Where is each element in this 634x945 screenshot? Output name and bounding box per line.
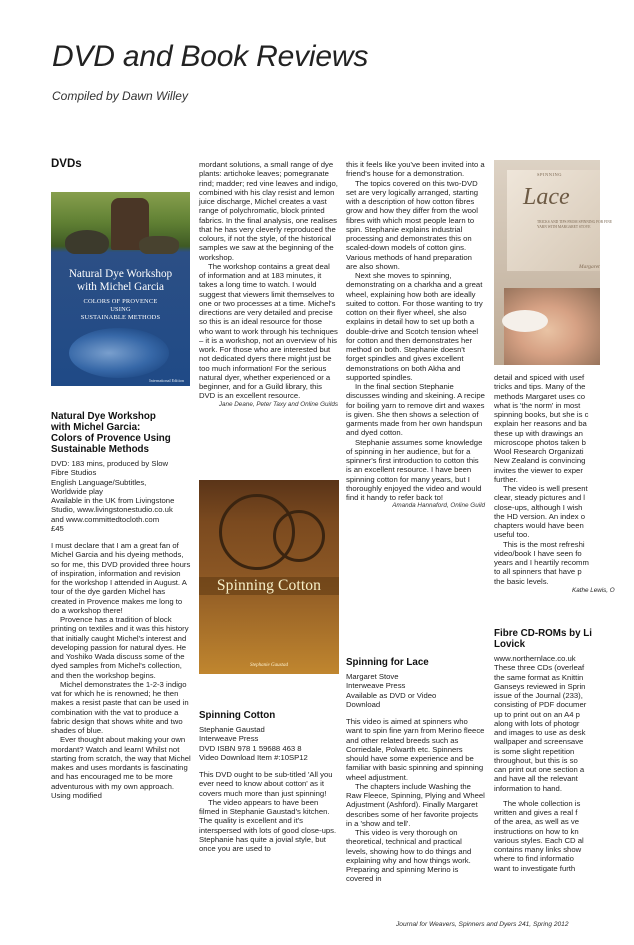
review-title-line: Colors of Provence Using (51, 433, 171, 444)
meta-line: Interweave Press (199, 734, 259, 744)
page-footer: Journal for Weavers, Spinners and Dyers 241, Spring 2012 (396, 921, 569, 928)
review-paragraph: Ever thought about making your own mordant? Watch and learn! Whilst not starting from scratch, the way that Michel makes and uses mordants is fascinating and has encouraged me to be more adventurous with my own approach. Using modified (51, 735, 191, 800)
review-meta (199, 725, 339, 762)
meta-line: Margaret Stove (346, 672, 399, 681)
text-line: years and I heartily recomm (494, 558, 589, 567)
dye-cover-subtitle-line: SUSTAINABLE METHODS (80, 314, 161, 321)
meta-line: Stephanie Gaustad (199, 725, 265, 734)
text-line: video/book I have seen fo (494, 548, 582, 558)
review-paragraph: The video appears to have been filmed in Stephanie Gaustad's kitchen. The quality is excellent and it's interspersed with lots of good close-ups. Stephanie has quite a jovial style, but once you are used to (199, 797, 337, 853)
text-line: methods Margaret uses co (494, 391, 586, 401)
text-line: issue of the Journal (233), (494, 691, 583, 700)
review-paragraph: In the final section Stephanie discusses winding and skeining. A recipe for boiling yarn to remove dirt and waxes is given. She then shows a selection of garments made from her own handspun and dyed cotton. (346, 382, 485, 438)
text-line: the same format as Knittin (494, 672, 584, 682)
text-line: tricks and tips. Many of the (494, 382, 586, 392)
lace-cover-brand: SPINNING (537, 172, 563, 177)
text-line: of the area, as well as ve (494, 817, 580, 827)
review-title (494, 628, 634, 650)
review-paragraph: I must declare that I am a great fan of Michel Garcia and his dyeing methods, so for me, this DVD provided three hours of inspiration, information and revision for the workshop I attended in August. A tour of the dye garden Michel has created in Provence makes me long to do a workshop there! (51, 541, 191, 615)
spinning-lace-dvd-cover (494, 160, 613, 365)
review-paragraph: mordant solutions, a small range of dye plants: artichoke leaves; pomegranate rind; madder; red vine leaves and indigo, combined with his clay resist and lemon juice discharge, Michel creates a vast range of polychromatic, block printed fabrics. In the final analysis, one realises that he has very cleverly reproduced the colours, if not the style, of the historical samples we saw at the beginning of the workshop. (199, 160, 338, 262)
lace-cover-signature: Margaret (579, 264, 600, 270)
text-line: detail and spiced with usef (494, 373, 585, 382)
review-paragraph (494, 373, 634, 484)
text-line: the HD version. An index o (494, 511, 586, 521)
cover-photo-dye-pot (65, 230, 109, 254)
review-title-line: Sustainable Methods (51, 444, 149, 455)
review-title-line: Natural Dye Workshop (51, 411, 156, 422)
meta-line: Available as DVD or Video (346, 690, 437, 700)
text-line: This is the most refreshi (503, 539, 585, 549)
review-credit: Jane Deane, Peter Taxy and Online Guilds (218, 400, 338, 408)
review-title: Spinning Cotton (199, 710, 276, 721)
dye-cover-title-line: Natural Dye Workshop (68, 268, 173, 280)
text-line: invites the viewer to exper (494, 465, 583, 475)
cover-wheel-graphic (273, 510, 325, 562)
cover-photo-dye-pot (139, 236, 179, 254)
review-title-line: Fibre CD-ROMs by Li (494, 628, 592, 639)
text-line: useful too. (494, 530, 530, 540)
review-paragraph (494, 799, 634, 873)
text-line: further. (494, 474, 518, 484)
meta-line: DVD ISBN 978 1 59688 463 8 (199, 743, 302, 753)
text-line: is some slight repetition (494, 746, 575, 756)
byline: Compiled by Dawn Willey (52, 89, 188, 103)
text-line: and images to use as desk (494, 728, 586, 737)
review-title (51, 411, 191, 455)
text-line: chapters would have been (494, 521, 584, 530)
meta-line: and www.committedtocloth.com (51, 514, 160, 524)
meta-line: Video Download Item #:10SP12 (199, 752, 308, 762)
review-title-line: with Michel Garcia: (51, 422, 141, 433)
review-paragraph (494, 540, 634, 586)
dye-cover-edition: International Edition (149, 378, 184, 383)
text-line: what is 'the norm' in most (494, 400, 581, 410)
dye-cover-title (51, 268, 190, 294)
dye-workshop-dvd-cover (51, 192, 190, 386)
review-paragraph (494, 484, 634, 540)
text-line: and have all the relevant (494, 774, 578, 784)
text-line: the basic levels. (494, 576, 549, 586)
review-paragraph: Provence has a tradition of block printing on textiles and it was this history that initially caught Michel's interest and developing passion for natural dyes. He and Yoshiko Wada discuss some of the dyed samples from Michel's collection, and then the workshop begins. (51, 615, 189, 680)
spin-cover-author: Stephanie Gaustad (250, 663, 288, 668)
lace-cover-panel (507, 170, 613, 271)
text-line: Ganseys reviewed in Sprin (494, 681, 586, 691)
column-4 (494, 373, 634, 595)
review-paragraph: The workshop contains a great deal of information and at 183 minutes, it takes a long time to watch. I would suggest that viewers limit themselves to one or two processes at a time. Michel's directions are very detailed and precise so this is an ideal resource for those who want to work through his techniques – it is a workshop, not an overview of his work. For those who are interested but not dedicated dyers there might just be too much information! For the serious natural dyer, whether experienced or a beginner, and for a Guild library, this DVD is an excellent resource. (199, 261, 338, 401)
text-line: to all spinners that have p (494, 567, 582, 577)
review-meta (51, 459, 191, 533)
cover-photo-fibre (502, 310, 548, 332)
text-line: up to print out on an A4 p (494, 709, 580, 719)
text-line: spinning books, but she is c (494, 410, 589, 419)
text-line: throughout, but this is so (494, 755, 578, 765)
dye-cover-subtitle (51, 298, 190, 322)
meta-line: Studio, www.livingstonestudio.co.uk (51, 505, 173, 515)
text-line: The video is well present (503, 484, 588, 493)
dye-cover-title-line: with Michel Garcia (77, 281, 164, 293)
text-line: instructions on how to kn (494, 826, 579, 836)
meta-line: Download (346, 699, 381, 709)
text-line: close-ups, although I wish (494, 502, 583, 512)
review-paragraph: Stephanie assumes some knowledge of spinning in her audience, but for a spinner's first introduction to cotton this is an excellent resource. I have been spinning cotton for many years, but I thoroughly enjoyed the video and would find it handy to refer back to! (346, 437, 483, 502)
review-paragraph: Michel demonstrates the 1-2-3 indigo vat for which he is renowned; he then makes a resist paste that can be used in combination with the vat to produce a fabric design that shows white and two shades of blue. (51, 679, 189, 735)
text-line: wallpaper and screensave (494, 737, 584, 747)
dye-cover-subtitle-line: COLORS OF PROVENCE (83, 298, 158, 305)
text-line: these up with drawings an (494, 428, 583, 438)
review-paragraph: The chapters include Washing the Raw Fleece, Spinning, Plying and Wheel Adjustment (Ashford). Finally Margaret describes some of her favorite projects in a 'show and tell'. (346, 781, 485, 828)
review-fibre-cdroms (494, 628, 634, 873)
text-line: where to find informatio (494, 854, 574, 864)
meta-line: Worldwide play (51, 486, 103, 496)
page-title: DVD and Book Reviews (52, 40, 369, 73)
column-2 (199, 160, 338, 409)
text-line: along with lots of photogr (494, 718, 580, 728)
review-paragraph: This DVD ought to be sub-titled 'All you ever need to know about cotton' as it covers much more than just spinning! (199, 770, 333, 798)
text-line: want to investigate furth (494, 863, 576, 873)
review-paragraph: This video is very thorough on theoretical, technical and practical levels, showing how to do things and explaining why and how things work. Preparing and spinning Merino is covered in (346, 828, 472, 884)
review-title-line: Lovick (494, 639, 526, 650)
review-title: Spinning for Lace (346, 657, 429, 668)
column-3 (346, 160, 485, 510)
spinning-cotton-dvd-cover (199, 480, 339, 674)
meta-line: £45 (51, 523, 64, 533)
text-line: information to hand. (494, 783, 562, 793)
review-spinning-for-lace (346, 657, 485, 884)
text-line: www.northernlace.co.uk (494, 654, 576, 663)
text-line: explain her reasons and ba (494, 419, 587, 429)
review-credit: Amanda Hannaford, Online Guild (392, 502, 485, 510)
review-meta (346, 672, 485, 709)
review-natural-dye (51, 411, 191, 800)
meta-line: Interweave Press (346, 681, 406, 691)
meta-line: Fibre Studios (51, 468, 97, 478)
text-line: microscope photos taken b (494, 437, 586, 447)
review-paragraph: This video is aimed at spinners who want to spin fine yarn from Merino fleece and other related breeds such as Corriedale, Polwarth etc. Spinners should have some experience and be familiar with basic spinning and spinning wheel adjustment. (346, 717, 485, 782)
column-1 (51, 160, 190, 169)
text-line: Wool Research Organizati (494, 447, 584, 456)
cover-swirl-graphic (69, 328, 169, 378)
text-line: The whole collection is (503, 798, 581, 808)
meta-line: DVD: 183 mins, produced by Slow (51, 459, 169, 468)
lace-cover-title: Lace (523, 184, 570, 210)
text-line: These three CDs (overleaf (494, 663, 585, 673)
text-line: written and gives a real f (494, 808, 578, 817)
dye-cover-subtitle-line: USING (110, 306, 131, 313)
review-credit: Kathe Lewis, O (572, 586, 615, 594)
text-line: various styles. Each CD al (494, 835, 584, 845)
text-line: consisting of PDF documer (494, 700, 587, 710)
text-line: clear, steady pictures and l (494, 493, 586, 503)
meta-line: English Language/Subtitles, (51, 477, 147, 487)
review-paragraph (494, 654, 634, 793)
review-paragraph: The topics covered on this two-DVD set are very logically arranged, starting with a description of how cotton fibres grow and how they differ from the wool fibres with which most people learn to spin. Stephanie explains industrial processing and demonstrates this on scaled-down models of cotton gins. Various methods of hand preparation are also shown. (346, 178, 479, 271)
text-line: contains many links show (494, 845, 582, 854)
review-paragraph: Next she moves to spinning, demonstrating on a charkha and a great wheel, explaining how both are ideally suited to cotton. For those wanting to try cotton on their flyer wheel, she also explains in detail how to set up both a double-drive and Scotch tension wheel for cotton and then demonstrates her method on both. Stephanie doesn't forget spindles and gives excellent demonstrations on both Akha and supported spindles. (346, 271, 483, 382)
text-line: can print out one section a (494, 765, 585, 774)
review-paragraph: this it feels like you've been invited into a friend's house for a demonstration. (346, 160, 485, 179)
spin-cover-title: Spinning Cotton (199, 577, 339, 595)
review-spinning-cotton (199, 710, 339, 853)
lace-cover-tagline: TRICKS AND TIPS FROM SPINNING FOR FINE YARN WITH MARGARET STOVE (537, 220, 613, 229)
text-line: New Zealand is convincing (494, 456, 586, 466)
meta-line: Available in the UK from Livingstone (51, 496, 175, 505)
section-heading-dvds: DVDs (51, 158, 82, 170)
